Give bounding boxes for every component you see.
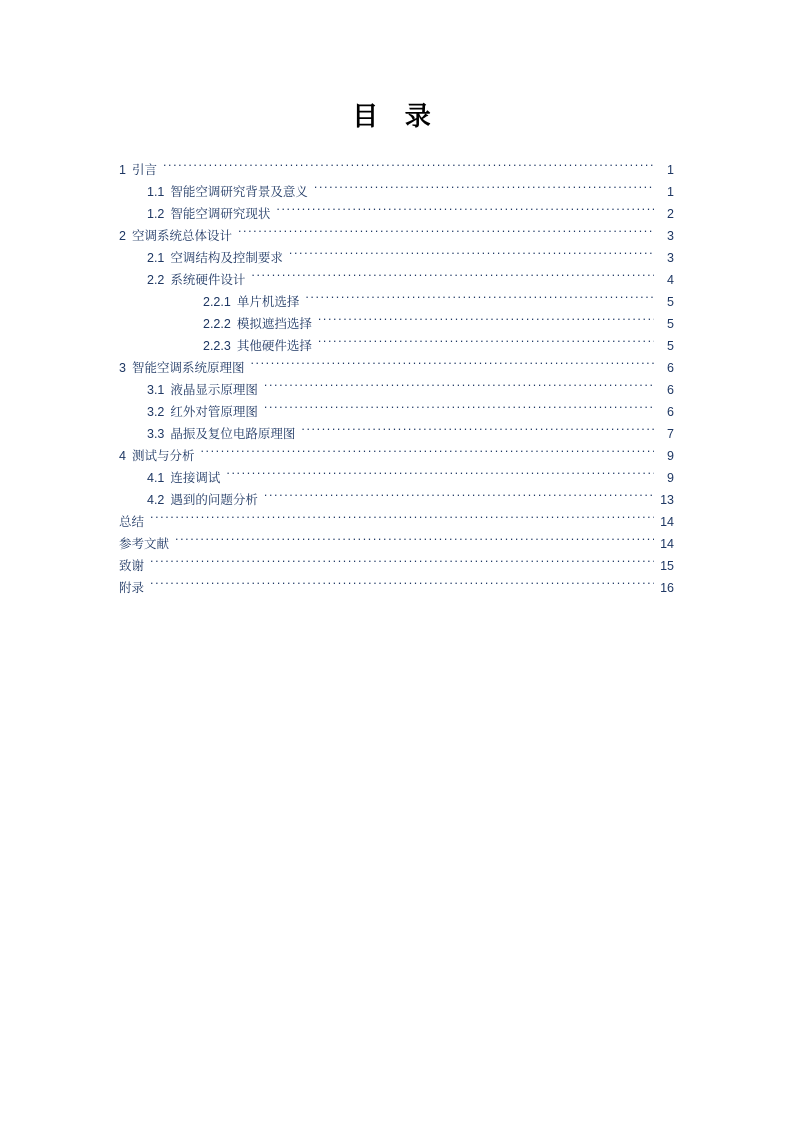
toc-entry[interactable]: [147, 401, 674, 423]
toc-entry-label: 红外对管原理图: [170, 405, 258, 419]
toc-entry-page-number: 9: [667, 471, 674, 485]
toc-entry-label: 空调系统总体设计: [131, 229, 232, 243]
toc-leader-dots: [318, 336, 654, 350]
toc-entry-number: 3.3: [147, 427, 165, 441]
toc-entry[interactable]: [147, 379, 674, 401]
toc-entry-page-number: 5: [667, 295, 674, 309]
toc-leader-dots: [264, 402, 654, 416]
toc-entry[interactable]: [119, 577, 674, 599]
toc-entry-label: 空调结构及控制要求: [170, 251, 283, 265]
toc-entry[interactable]: [119, 225, 674, 247]
toc-leader-dots: [289, 248, 654, 262]
toc-entry-label: 系统硬件设计: [170, 273, 246, 287]
toc-entry-label: 单片机选择: [236, 295, 300, 309]
toc-entry-page-number: 5: [667, 339, 674, 353]
toc-leader-dots: [251, 270, 654, 284]
toc-entry[interactable]: [119, 555, 674, 577]
toc-leader-dots: [314, 182, 654, 196]
toc-entry[interactable]: [203, 335, 674, 357]
toc-entry-number: 3.1: [147, 383, 165, 397]
toc-entry-label: 模拟遮挡选择: [236, 317, 312, 331]
page-title: 目 录: [352, 102, 441, 131]
toc-entry[interactable]: [147, 489, 674, 511]
toc-entry[interactable]: [147, 247, 674, 269]
toc-entry-number: 4.2: [147, 493, 165, 507]
toc-entry[interactable]: [147, 181, 674, 203]
toc-entry-page-number: 4: [667, 273, 674, 287]
toc-entry-label: 遇到的问题分析: [170, 493, 258, 507]
toc-entry-label: 智能空调研究现状: [170, 207, 271, 221]
toc-entry-number: 1.2: [147, 207, 165, 221]
toc-entry-label: 晶振及复位电路原理图: [170, 427, 296, 441]
toc-leader-dots: [163, 160, 654, 174]
toc-entry-number: 2.2: [147, 273, 165, 287]
toc-entry-number: 2.1: [147, 251, 165, 265]
toc-leader-dots: [175, 534, 654, 548]
toc-leader-dots: [264, 380, 654, 394]
toc-entry-number: 4.1: [147, 471, 165, 485]
toc-entry[interactable]: [119, 533, 674, 555]
toc-entry-page-number: 6: [667, 361, 674, 375]
toc-entry[interactable]: [203, 313, 674, 335]
toc-leader-dots: [150, 556, 654, 570]
toc-entry-number: 2.2.1: [203, 295, 231, 309]
toc-entry-label: 智能空调系统原理图: [131, 361, 245, 375]
toc-entry-label: 测试与分析: [131, 449, 195, 463]
toc-leader-dots: [250, 358, 654, 372]
toc-entry-page-number: 9: [667, 449, 674, 463]
toc-entry-page-number: 1: [667, 185, 674, 199]
toc-entry-number: 2.2.3: [203, 339, 231, 353]
toc-entry-page-number: 1: [667, 163, 674, 177]
toc-leader-dots: [150, 578, 654, 592]
toc-entry-page-number: 14: [660, 515, 674, 529]
toc-entry-page-number: 7: [667, 427, 674, 441]
toc-entry[interactable]: [119, 511, 674, 533]
toc-entry-number: 1.1: [147, 185, 165, 199]
toc-entry-label: 引言: [131, 163, 157, 177]
toc-entry-page-number: 14: [660, 537, 674, 551]
toc-entry-label: 液晶显示原理图: [170, 383, 258, 397]
toc-leader-dots: [150, 512, 654, 526]
toc-entry-page-number: 5: [667, 317, 674, 331]
toc-entry-number: 4: [119, 449, 126, 463]
toc-leader-dots: [238, 226, 654, 240]
toc-entry-page-number: 3: [667, 251, 674, 265]
table-of-contents: [119, 133, 674, 599]
toc-entry-label: 其他硬件选择: [236, 339, 312, 353]
toc-leader-dots: [276, 204, 654, 218]
toc-entry-page-number: 13: [660, 493, 674, 507]
toc-leader-dots: [301, 424, 654, 438]
toc-entry-number: 1: [119, 163, 126, 177]
toc-entry-page-number: 6: [667, 383, 674, 397]
toc-entry-page-number: 6: [667, 405, 674, 419]
toc-entry-page-number: 15: [660, 559, 674, 573]
toc-leader-dots: [226, 468, 654, 482]
toc-entry-label: 总结: [119, 515, 145, 529]
toc-entry-page-number: 16: [660, 581, 674, 595]
toc-entry-number: 2: [119, 229, 126, 243]
toc-leader-dots: [264, 490, 654, 504]
toc-entry[interactable]: [119, 159, 674, 181]
toc-leader-dots: [305, 292, 654, 306]
toc-entry[interactable]: [147, 467, 674, 489]
toc-entry-number: 3.2: [147, 405, 165, 419]
toc-entry-label: 附录: [119, 581, 145, 595]
toc-entry-number: 3: [119, 361, 126, 375]
toc-entry-label: 智能空调研究背景及意义: [170, 185, 308, 199]
toc-entry[interactable]: [147, 423, 674, 445]
toc-entry[interactable]: [147, 269, 674, 291]
toc-entry-label: 参考文献: [119, 537, 170, 551]
toc-entry-label: 连接调试: [170, 471, 221, 485]
toc-entry-page-number: 2: [667, 207, 674, 221]
toc-leader-dots: [318, 314, 654, 328]
toc-entry[interactable]: [119, 445, 674, 467]
toc-entry-label: 致谢: [119, 559, 145, 573]
toc-entry[interactable]: [119, 357, 674, 379]
toc-entry-number: 2.2.2: [203, 317, 231, 331]
toc-entry[interactable]: [203, 291, 674, 313]
toc-entry[interactable]: [147, 203, 674, 225]
toc-entry-page-number: 3: [667, 229, 674, 243]
toc-leader-dots: [200, 446, 654, 460]
